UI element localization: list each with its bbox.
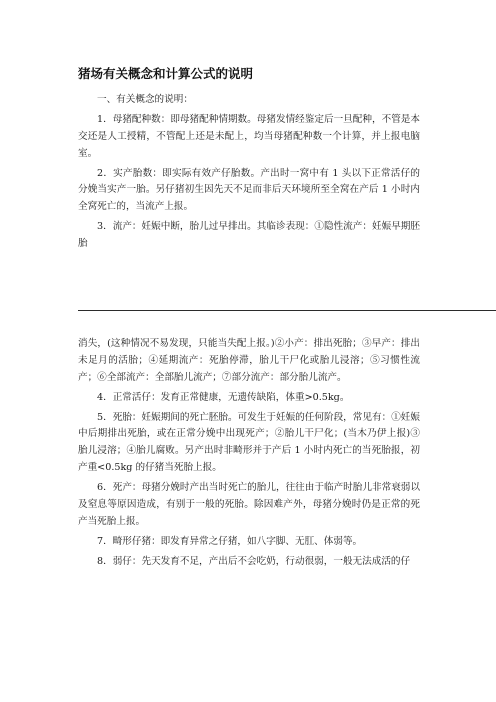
paragraph-item-1: 1．母猪配种数：即母猪配种情期数。母猪发情经鉴定后一旦配种，不管是本交还是人工授精，不管配上还是未配上，均当母猪配种数一个计算，并上报电脑室。: [78, 113, 420, 159]
paragraph-item-2: 2．实产胎数：即实际有效产仔胎数。产出时一窝中有 1 头以下正常活仔的分娩当实产一胎。另仔猪初生因先天不足而非后天环境所至全窝在产后 1 小时内全窝死亡的，当流产上报。: [78, 167, 420, 213]
paragraph-item-5: 5．死胎：妊娠期间的死亡胚胎。可发生于妊娠的任何阶段，常见有：①妊娠中后期排出死胎，或在正常分娩中出现死产；②胎儿干尸化；(当木乃伊上报)③胎儿浸溶；④胎儿腐败。另产出时非畸形并于产后 1 小时内死亡的当死胎报，初产重<0.5kg 的仔猪当死胎上报。: [78, 411, 420, 473]
paragraph-item-3: 3．流产：妊娠中断，胎儿过早排出。其临诊表现：①隐性流产：妊娠早期胚胎: [78, 221, 420, 249]
page-break-divider: [78, 310, 496, 311]
section-heading: 一、有关概念的说明：: [97, 94, 193, 105]
document-title: 猪场有关概念和计算公式的说明: [78, 66, 254, 81]
paragraph-item-8: 8．弱仔：先天发育不足，产出后不会吃奶，行动很弱，一般无法成活的仔: [97, 555, 411, 567]
page-top-text: [78, 92, 420, 253]
paragraph-item-3-continued: 消失，(这种情况不易发现，只能当失配上报。)②小产：排出死胎；③早产：排出未足月的活胎；④延期流产：死胎停滞，胎儿干尸化或胎儿浸溶；⑤习惯性流产；⑥全部流产：全部胎儿流产；⑦部分流产：部分胎儿流产。: [78, 338, 420, 383]
page-bottom-text: [78, 336, 420, 570]
paragraph-item-4: 4．正常活仔：发育正常健康，无遗传缺陷，体重>0.5kg。: [97, 391, 350, 403]
paragraph-item-6: 6．死产：母猪分娩时产出当时死亡的胎儿，往往由于临产时胎儿非常衰弱以及窒息等原因造成，有别于一般的死胎。除因难产外，母猪分娩时仍是正常的死产当死胎上报。: [78, 481, 420, 527]
paragraph-item-7: 7．畸形仔猪：即发育异常之仔猪，如八字脚、无肛、体弱等。: [97, 535, 363, 547]
